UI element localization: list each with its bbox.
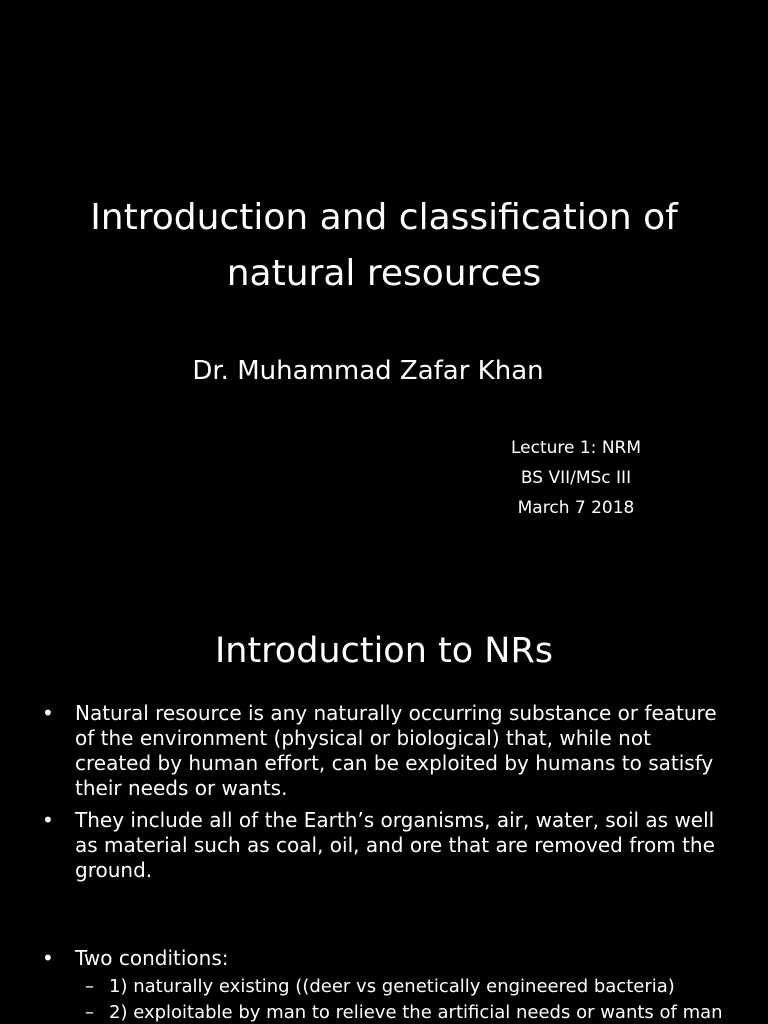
bullet-text: Natural resource is any naturally occurring substance or feature of the environment (physical or biological) that, while not created by human effort, can be exploited by humans to satisfy their needs or wants. <box>75 701 717 800</box>
sub-bullet-list <box>75 974 732 1024</box>
dash-icon: – <box>85 976 94 997</box>
program-label: BS VII/MSc III <box>520 468 632 488</box>
slide-title <box>20 190 748 302</box>
lecture-label: Lecture 1: NRM <box>510 438 642 458</box>
bullet-item <box>42 701 732 801</box>
slide-title-line-1: Introduction and classification of <box>90 197 678 238</box>
bullet-item <box>42 946 732 1024</box>
bullet-list <box>42 701 732 1024</box>
bullet-icon: • <box>42 946 54 970</box>
sub-bullet-item <box>75 974 732 1000</box>
date-label: March 7 2018 <box>517 498 635 518</box>
bullet-text: They include all of the Earth’s organisms, air, water, soil as well as material such as coal, oil, and ore that are removed from the ground. <box>75 808 715 882</box>
bullet-icon: • <box>42 701 54 725</box>
sub-bullet-item <box>75 1000 732 1024</box>
sub-bullet-text: 2) exploitable by man to relieve the artificial needs or wants of man <box>109 1002 723 1023</box>
lecture-info <box>476 433 676 523</box>
sub-bullet-text: 1) naturally existing ((deer vs genetically engineered bacteria) <box>109 976 675 997</box>
dash-icon: – <box>85 1002 94 1023</box>
bullet-icon: • <box>42 808 54 832</box>
content-slide-title: Introduction to NRs <box>214 631 554 671</box>
author-name: Dr. Muhammad Zafar Khan <box>192 356 544 386</box>
slide-title-line-2: natural resources <box>226 253 542 294</box>
bullet-text: Two conditions: <box>75 946 229 970</box>
bullet-item <box>42 808 732 883</box>
content-slide <box>0 600 768 1024</box>
